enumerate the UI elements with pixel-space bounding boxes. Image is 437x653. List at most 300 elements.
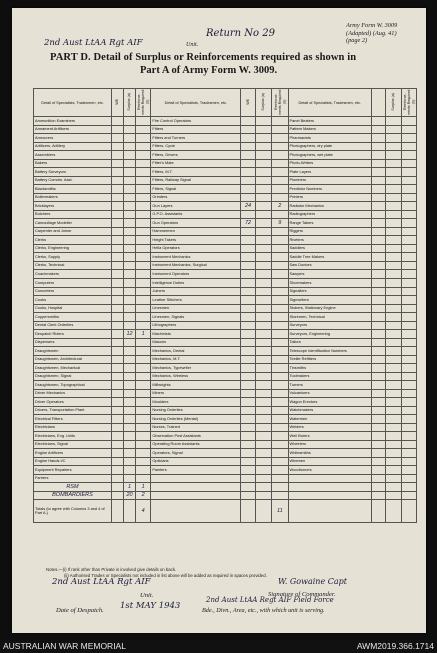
surplus-cell [123,389,135,398]
trade-name: Clerks, Supply [34,253,112,262]
we-cell [371,279,385,288]
trade-name [151,491,241,500]
banner-left: AUSTRALIAN WAR MEMORIAL [3,641,126,651]
surplus-cell [255,227,271,236]
surplus-cell [255,372,271,381]
reinf-cell [401,381,416,390]
trade-name: Millwrights [151,381,241,390]
reinf-cell [272,244,288,253]
reinf-cell [136,168,151,177]
surplus-cell [255,457,271,466]
surplus-cell [123,279,135,288]
trade-name: Electricians, Signal [34,440,112,449]
table-row [34,432,417,441]
trade-name: Mechanics, M.T. [151,355,241,364]
trade-name: Fitters [151,125,241,134]
form-title-line2: Part A of Army Form W. 3009. [140,65,278,76]
surplus-cell [255,491,271,500]
we-cell [241,364,255,373]
we-cell [371,261,385,270]
table-row [34,491,417,500]
we-cell [111,261,123,270]
header-we: WE [111,89,123,117]
trade-name: Operating Room Assistants [151,440,241,449]
reinf-cell [401,321,416,330]
reinf-cell [401,287,416,296]
table-row [34,398,417,407]
reinf-cell [136,261,151,270]
trade-name: Engine Hands I/C [34,457,112,466]
totals-surplus [386,500,401,523]
reinf-cell [272,364,288,373]
we-cell [111,159,123,168]
reinf-cell [272,193,288,202]
reinf-cell [136,398,151,407]
reinf-cell [136,236,151,245]
surplus-cell [386,364,401,373]
reinf-cell [136,219,151,228]
surplus-cell [386,440,401,449]
surplus-cell [386,210,401,219]
we-cell [241,193,255,202]
totals-blank [151,500,241,523]
reinf-cell [401,491,416,500]
surplus-cell [255,355,271,364]
we-cell [241,381,255,390]
table-row [34,296,417,305]
note-line: (ii) Authorised Trades or Specialists not included in list above will be added as required in spaces provided. [64,573,267,578]
we-cell [241,236,255,245]
reinf-cell [272,185,288,194]
we-cell [371,423,385,432]
trade-name: Range Takers [288,219,371,228]
we-cell [111,227,123,236]
surplus-cell [123,193,135,202]
surplus-cell [386,261,401,270]
reinf-cell [136,193,151,202]
surplus-cell [386,330,401,339]
we-cell [241,279,255,288]
trade-name: Wheelers [288,440,371,449]
we-cell [111,219,123,228]
we-cell [111,236,123,245]
we-cell [371,321,385,330]
trade-name: Electricians [34,423,112,432]
surplus-cell [123,372,135,381]
table-row [34,210,417,219]
reinf-cell [136,355,151,364]
we-cell [371,125,385,134]
reinf-cell [401,134,416,143]
we-cell [371,296,385,305]
surplus-cell [386,347,401,356]
trade-name: Tailors [288,338,371,347]
table-row [34,415,417,424]
trade-name: Shoemakers [288,279,371,288]
trade-name: RSM [34,483,112,492]
surplus-cell [255,176,271,185]
reinf-cell [272,279,288,288]
we-cell [111,313,123,322]
reinf-cell [272,210,288,219]
trade-name: Mechanics, Wireless [151,372,241,381]
we-cell [371,440,385,449]
surplus-cell [255,168,271,177]
trade-name: Battery Surveyors [34,168,112,177]
reinf-cell [136,449,151,458]
trade-name [151,483,241,492]
trade-name [288,474,371,483]
reinf-cell [272,330,288,339]
we-cell [371,466,385,475]
totals-surplus [123,500,135,523]
reinf-cell [136,227,151,236]
we-cell [241,330,255,339]
reinf-cell [272,347,288,356]
trade-name: Bakers [34,159,112,168]
reinf-cell [401,406,416,415]
we-cell [371,347,385,356]
surplus-cell: 1 [123,483,135,492]
surplus-cell [255,381,271,390]
we-cell [111,457,123,466]
table-row [34,134,417,143]
surplus-cell [386,457,401,466]
we-cell [111,347,123,356]
table-row [34,253,417,262]
reinf-cell [272,151,288,160]
reinf-cell [401,440,416,449]
table-row [34,440,417,449]
trade-name: Riveters [288,236,371,245]
surplus-cell [123,313,135,322]
table-row [34,330,417,339]
trade-name: Turners [288,381,371,390]
surplus-cell [255,466,271,475]
we-cell [111,185,123,194]
trade-name: Draughtsmen, Topographical [34,381,112,390]
table-row [34,176,417,185]
reinf-cell [272,270,288,279]
we-cell [241,457,255,466]
header-detail: Detail of Specialists, Tradesmen, etc. [151,89,241,117]
trade-name: Butchers [34,210,112,219]
surplus-cell [255,244,271,253]
surplus-cell [386,125,401,134]
we-cell [111,202,123,211]
we-cell [371,117,385,126]
surplus-cell [386,381,401,390]
trade-name: Bricklayers [34,202,112,211]
surplus-cell [123,134,135,143]
we-cell [371,176,385,185]
table-row [34,474,417,483]
we-cell [111,466,123,475]
surplus-cell [123,270,135,279]
trade-name: Artificers, Artillery [34,142,112,151]
trade-name: Stokers, Stationary Engine [288,304,371,313]
trade-name: Clerks [34,236,112,245]
trade-name: Miners [151,389,241,398]
totals-we [111,500,123,523]
reinf-cell [136,287,151,296]
surplus-cell [386,227,401,236]
we-cell [241,176,255,185]
we-cell [111,125,123,134]
we-cell [111,338,123,347]
trade-name [288,483,371,492]
header-reinf: Reinforce-ments Required (b) [401,89,416,117]
we-cell [371,491,385,500]
reinf-cell [272,483,288,492]
reinf-cell [136,134,151,143]
reinf-cell [401,253,416,262]
we-cell [241,449,255,458]
trade-name: Boilermakers [34,193,112,202]
reinf-cell [401,338,416,347]
we-cell [371,193,385,202]
header-detail: Detail of Specialists, Tradesmen, etc. [288,89,371,117]
surplus-cell [255,415,271,424]
trade-name: Computers [34,279,112,288]
table-row [34,202,417,211]
trade-name: Printers [288,193,371,202]
trade-name: Tinsmiths [288,364,371,373]
trade-name: Woodturners [288,466,371,475]
reinf-cell: 2 [272,202,288,211]
we-cell [241,151,255,160]
we-cell [371,185,385,194]
note-line: Notes.—(i) If rank other than Private is involved give details on back. [46,567,177,572]
reinf-cell [136,142,151,151]
trade-name: Plumbers [288,176,371,185]
trade-name: Gun Layers [151,202,241,211]
trade-name: Surveyors [288,321,371,330]
reinf-cell: 1 [136,330,151,339]
reinf-cell [401,389,416,398]
trade-name: Draughtsmen, Mechanical [34,364,112,373]
table-row [34,236,417,245]
surplus-cell [123,347,135,356]
trade-name: Predictor Numbers [288,185,371,194]
trade-name: Sawyers [288,270,371,279]
surplus-cell [255,304,271,313]
surplus-cell [386,253,401,262]
reinf-cell [272,432,288,441]
form-reference [346,22,397,45]
surplus-cell [123,457,135,466]
surplus-cell [123,355,135,364]
we-cell [241,483,255,492]
surplus-cell [255,483,271,492]
trade-name: Toolmakers [288,372,371,381]
surplus-cell [386,449,401,458]
reinf-cell [136,151,151,160]
we-cell [111,474,123,483]
reinf-cell [401,227,416,236]
trade-name: Painters [151,466,241,475]
reinf-cell [401,423,416,432]
reinf-cell [136,253,151,262]
trade-name: Lithographers [151,321,241,330]
trade-name: Masons [151,338,241,347]
reinf-cell [136,313,151,322]
surplus-cell [123,296,135,305]
trade-name: Draughtsmen, Signal [34,372,112,381]
we-cell [371,364,385,373]
reinf-cell [272,117,288,126]
totals-label: Totals (to agree with Columns 3 and 4 of Part A.) [34,500,112,523]
surplus-cell [386,466,401,475]
we-cell [111,210,123,219]
we-cell [241,338,255,347]
trade-name: Saddlers [288,244,371,253]
trade-name: Driver Mechanics [34,389,112,398]
trade-name: Instrument Operators [151,270,241,279]
we-cell [371,168,385,177]
we-cell [111,253,123,262]
reinf-cell [136,423,151,432]
trade-name: Photographers, wet plate [288,151,371,160]
we-cell [371,330,385,339]
trade-name: Telescope Identification Numbers [288,347,371,356]
trade-name: Wagon Erectors [288,398,371,407]
trade-name: Saddle Tree Makers [288,253,371,262]
trade-name: Engine Artificers [34,449,112,458]
reinf-cell [401,432,416,441]
table-row [34,466,417,475]
reinf-cell [136,381,151,390]
surplus-cell [386,134,401,143]
table-row [34,347,417,356]
reinf-cell [401,202,416,211]
reinf-cell [136,296,151,305]
trade-name: Coppersmiths [34,313,112,322]
header-surplus: Surplus (a) [255,89,271,117]
trade-name: Hella Operators [151,244,241,253]
reinf-cell [401,219,416,228]
reinf-cell [136,432,151,441]
reinf-cell [401,168,416,177]
trade-name: Dispensers [34,338,112,347]
reinf-cell [401,449,416,458]
trade-name: Signallers [288,287,371,296]
trade-name: Leather Stitchers [151,296,241,305]
bde-label: Bde., Divn., Area, etc., with which unit is serving. [202,607,325,614]
unit-handwritten: 2nd Aust LtAA Rgt AIF [44,38,143,48]
totals-blank [288,500,371,523]
we-cell [241,185,255,194]
reinf-cell [272,321,288,330]
reinf-cell [401,355,416,364]
form-ref-line: (page 2) [346,37,368,45]
surplus-cell [386,321,401,330]
we-cell [111,151,123,160]
table-row [34,321,417,330]
header-surplus: Surplus (a) [123,89,135,117]
trade-name: Photographers, dry plate [288,142,371,151]
form-title-line1: PART D. Detail of Surplus or Reinforcements required as shown in [50,52,357,63]
trade-name: Riggers [288,227,371,236]
table-row [34,159,417,168]
surplus-cell [386,304,401,313]
trade-name: Vulcanisers [288,389,371,398]
header-reinf: Reinforce-ments Required (b) [136,89,151,117]
we-cell [371,210,385,219]
reinf-cell [136,210,151,219]
trade-name: Blacksmiths [34,185,112,194]
surplus-cell [123,338,135,347]
table-row [34,125,417,134]
we-cell [371,457,385,466]
surplus-cell [255,159,271,168]
trade-name: Height Takers [151,236,241,245]
trade-name: Concreters [34,287,112,296]
reinf-cell [272,142,288,151]
we-cell [371,398,385,407]
surplus-cell [123,449,135,458]
table-row [34,338,417,347]
reinf-cell [401,159,416,168]
table-row [34,261,417,270]
surplus-cell [255,142,271,151]
surplus-cell [255,347,271,356]
trade-name: Instrument Mechanics, Surgical [151,261,241,270]
reinf-cell [272,466,288,475]
reinf-cell [136,244,151,253]
header-detail: Detail of Specialists, Tradesmen, etc. [34,89,112,117]
totals-reinf: 11 [272,500,288,523]
we-cell [111,287,123,296]
trade-name: Signwriters [288,296,371,305]
we-cell [371,134,385,143]
we-cell [371,406,385,415]
reinf-cell [401,142,416,151]
commander-signature: W. Gowaine Capt [278,577,347,586]
trade-name: Electricians, Eng. Units [34,432,112,441]
trade-name: Nursing Orderlies (Mental) [151,415,241,424]
trade-name: Cooks, Hospital [34,304,112,313]
reinf-cell [136,338,151,347]
trade-name: Mechanics, Dental [151,347,241,356]
surplus-cell [255,398,271,407]
reinf-cell: 2 [136,491,151,500]
we-cell [241,398,255,407]
reinf-cell [272,389,288,398]
reinf-cell [136,117,151,126]
trade-name: Pattern Makers [288,125,371,134]
trade-name: Observation Post Assistants [151,432,241,441]
surplus-cell [123,125,135,134]
table-row [34,483,417,492]
we-cell [241,270,255,279]
table-row [34,449,417,458]
surplus-cell [386,372,401,381]
trade-name: Nurses, Trained [151,423,241,432]
we-cell [241,168,255,177]
we-cell [371,355,385,364]
trade-name: Fitters, Signal [151,185,241,194]
surplus-cell [123,415,135,424]
we-cell [111,483,123,492]
we-cell [111,176,123,185]
table-row [34,355,417,364]
trade-name: Grinders [151,193,241,202]
reinf-cell [272,236,288,245]
reinf-cell: 1 [136,483,151,492]
reinf-cell [272,381,288,390]
surplus-cell [255,287,271,296]
